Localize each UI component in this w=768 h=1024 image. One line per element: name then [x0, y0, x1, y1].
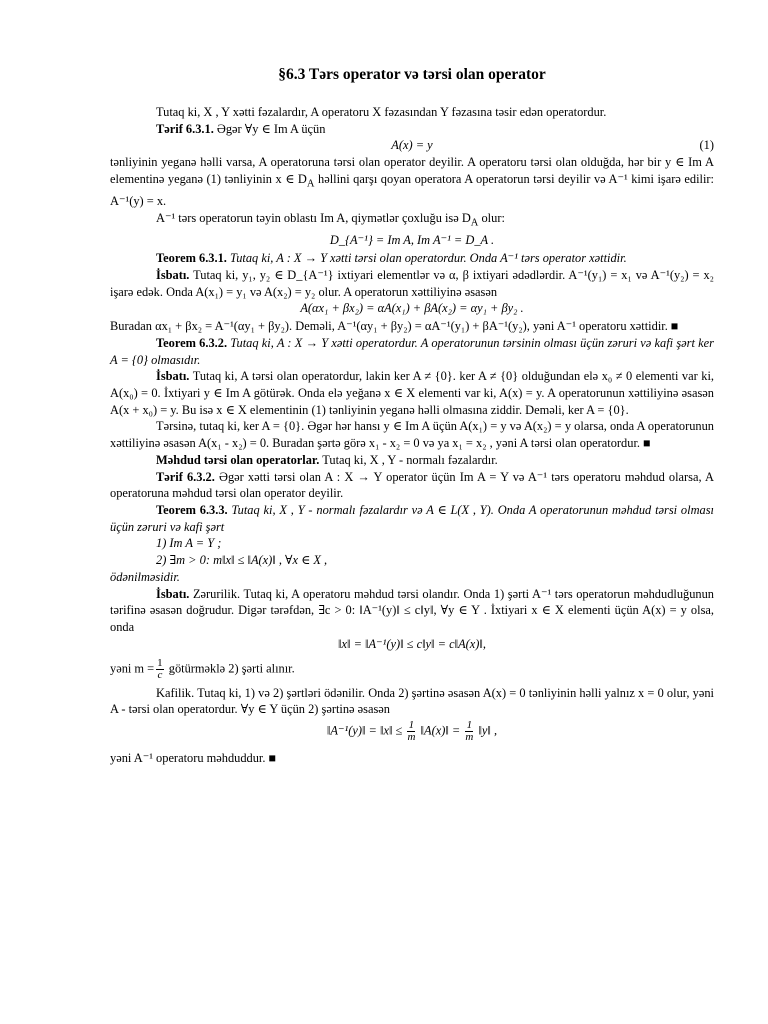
proof-text: Tutaq ki, A tərsi olan operatordur, lakin ker A ≠ {0}. ker A ≠ {0} olduğundan elə x₀ ≠ 0 elementi var ki, A(x₀) = 0. İxtiyari y ∈ Im A götürək. Onda elə yeğanə x ∈ X elementi var ki, A(x) = y. A operatorunun xəttiliyinə əsasən A(x + x₀) = y. Bu isə x ∈ X elementinin (1) tənliyinin yeganə həlli olmasına ziddir. Deməli, ker A = {0}. — [110, 369, 714, 417]
theorem-label: Teorem 6.3.1. — [156, 251, 227, 266]
document-page — [110, 66, 714, 767]
inverse-domain-paragraph — [110, 210, 714, 232]
theorem-6-3-2 — [110, 335, 714, 368]
proof-text: Zərurilik. Tutaq ki, A operatoru məhdud tərsi olandır. Onda 1) şərti A⁻¹ tərs operatorun məhdudluğunun tərifinə əsasən doğrudur. Digər tərəfdən, ∃c > 0: ‖A⁻¹(y)‖ ≤ c‖y‖, ∀y ∈ Y . İxtiyari x ∈ X elementi üçün A(x) = y olsa, onda — [110, 586, 714, 634]
equation-1 — [110, 137, 714, 154]
equation-3: A(αx₁ + βx₂) = αA(x₁) + βA(x₂) = αy₁ + βy₂ . — [300, 301, 524, 316]
condition-1: 1) Im A = Y ; — [156, 536, 222, 551]
fraction-numerator: 1 — [408, 719, 415, 732]
definition-body — [110, 154, 714, 210]
definition-6-3-2 — [110, 469, 714, 502]
fraction-numerator: 1 — [466, 719, 473, 732]
theorem-text: Tutaq ki, A : X → Y xətti operatordur. A operatorunun tərsinin olması üçün zəruri və kafi şərt ker A = {0} olmasıdır. — [110, 335, 714, 367]
fraction-denominator: m — [465, 731, 474, 744]
m-choice-text-2: götürməklə 2) şərti alınır. — [165, 660, 295, 675]
proof-2 — [110, 368, 714, 418]
proof-1 — [110, 267, 714, 300]
subsection-label: Məhdud tərsi olan operatorlar. — [156, 452, 320, 467]
definition-text: Əgər ∀y ∈ Im A üçün — [213, 121, 326, 136]
proof-3 — [110, 586, 714, 636]
eq5-mid: ‖A(x)‖ = — [420, 723, 461, 738]
fraction-1-over-m-2 — [465, 720, 473, 743]
definition-body-text-2: həllini qarşı qoyan operatora A operatorun tərsi deyilir və A — [314, 172, 618, 187]
theorem-text: Tutaq ki, X , Y - normalı fəzalardır və A ∈ L(X , Y). Onda A operatorunun məhdud tərsi olması üçün zəruri və kafi şərt — [110, 503, 714, 534]
theorem-6-3-3 — [110, 502, 714, 535]
intro-paragraph: Tutaq ki, X , Y xətti fəzalardır, A operatoru X fəzasından Y fəzasına təsir edən operatordur. — [156, 105, 607, 119]
equation-1-number: (1) — [699, 138, 714, 153]
proof-3-sufficiency: Kafilik. Tutaq ki, 1) və 2) şərtləri ödənilir. Onda 2) şərtinə əsasən A(x) = 0 tənliyinin həlli yalnız x = 0 olur, yəni A - tərsi olan operatordur. ∀y ∈ Y üçün 2) şərtinə əsasən — [110, 685, 714, 717]
condition-2: 2) ∃m > 0: m‖x‖ ≤ ‖A(x)‖ , ∀x ∈ X , — [156, 553, 328, 568]
theorem-label: Teorem 6.3.2. — [156, 335, 228, 350]
equation-4: ‖x‖ = ‖A⁻¹(y)‖ ≤ c‖y‖ = c‖A(x)‖, — [338, 636, 486, 651]
equation-5 — [110, 720, 714, 746]
subsection-text: Tutaq ki, X , Y - normalı fəzalardır. — [319, 452, 498, 467]
proof-2-converse: Tərsinə, tutaq ki, ker A = {0}. Əgər hər hansı y ∈ Im A üçün A(x₁) = y və A(x₂) = y olarsa, onda A operatorunun xəttiliyinə əsasən A(x₁ - x₂) = 0. Buradan şərtə görə x₁ - x₂ = 0 və ya x₁ = x₂ , yəni A tərsi olan operatordur. ■ — [110, 419, 714, 451]
proof-text: Tutaq ki, y₁, y₂ ∈ D_{A⁻¹} ixtiyari elementlər və α, β ixtiyari ədədlərdir. A⁻¹(y₁) = x₁ və A⁻¹(y₂) = x₂ işarə edək. Onda A(x₁) = y₁ və A(x₂) = y₂ olur. A operatorun xəttiliyinə əsasən — [110, 267, 714, 299]
proof-3-m-choice — [110, 658, 714, 681]
inverse-domain-text: A⁻¹ tərs operatorun təyin oblastı Im A, qiymətlər çoxluğu isə D — [156, 210, 471, 225]
definition-body-text: tənliyinin yeganə həlli varsa, A operatoruna tərsi olan operator deyilir. A operatoru tərsi olan olduğda, hər bir y ∈ Im A elementinə yeganə (1) tənliyinin x ∈ D — [110, 155, 714, 187]
definition-label: Tərif 6.3.1. — [156, 121, 214, 136]
fraction-1-over-c — [156, 658, 164, 681]
definition-body-text-3: ⁻¹ kimi işarə edilir: A⁻¹(y) = x. — [110, 172, 714, 209]
final-conclusion: yəni A⁻¹ operatoru məhduddur. ■ — [110, 751, 277, 766]
theorem-text: Tutaq ki, A : X → Y xətti tərsi olan operatordur. Onda A⁻¹ tərs operator xəttidir. — [226, 251, 627, 266]
fraction-1-over-m — [407, 720, 415, 743]
definition-body-sub: A — [306, 178, 315, 190]
equation-1-formula: A(x) = y — [391, 138, 433, 153]
m-choice-text: yəni m = — [110, 660, 155, 675]
proof-label: İsbatı. — [156, 369, 190, 384]
equation-2: D_{A⁻¹} = Im A, Im A⁻¹ = D_A . — [329, 233, 495, 248]
section-title: §6.3 Tərs operator və tərsi olan operator — [278, 66, 546, 83]
eq5-right: ‖y‖ , — [478, 723, 498, 738]
theorem-label: Teorem 6.3.3. — [156, 503, 228, 517]
definition-6-3-1 — [110, 121, 714, 138]
theorem-6-3-1 — [110, 250, 714, 267]
proof-label: İsbatı. — [156, 586, 190, 601]
bounded-inverse-heading — [110, 452, 714, 469]
proof-label: İsbatı. — [156, 267, 190, 282]
definition-text: Əgər xətti tərsi olan A : X → Y operator üçün Im A = Y və A⁻¹ tərs operatoru məhdud olarsa, A operatoruna məhdud tərsi olan operator deyilir. — [110, 469, 714, 501]
inverse-domain-text-2: olur: — [478, 210, 505, 225]
inverse-domain-sub: A — [470, 217, 479, 229]
fraction-numerator: 1 — [157, 656, 163, 669]
fraction-denominator: m — [407, 731, 416, 744]
eq5-left: ‖A⁻¹(y)‖ = ‖x‖ ≤ — [326, 723, 403, 738]
fraction-denominator: c — [157, 668, 163, 681]
condition-end: ödənilməsidir. — [110, 569, 180, 584]
definition-label: Tərif 6.3.2. — [156, 469, 215, 484]
proof-1-conclusion: Buradan αx₁ + βx₂ = A⁻¹(αy₁ + βy₂). Deməli, A⁻¹(αy₁ + βy₂) = αA⁻¹(y₁) + βA⁻¹(y₂), yəni A⁻¹ operatoru xəttidir. ■ — [110, 319, 679, 334]
